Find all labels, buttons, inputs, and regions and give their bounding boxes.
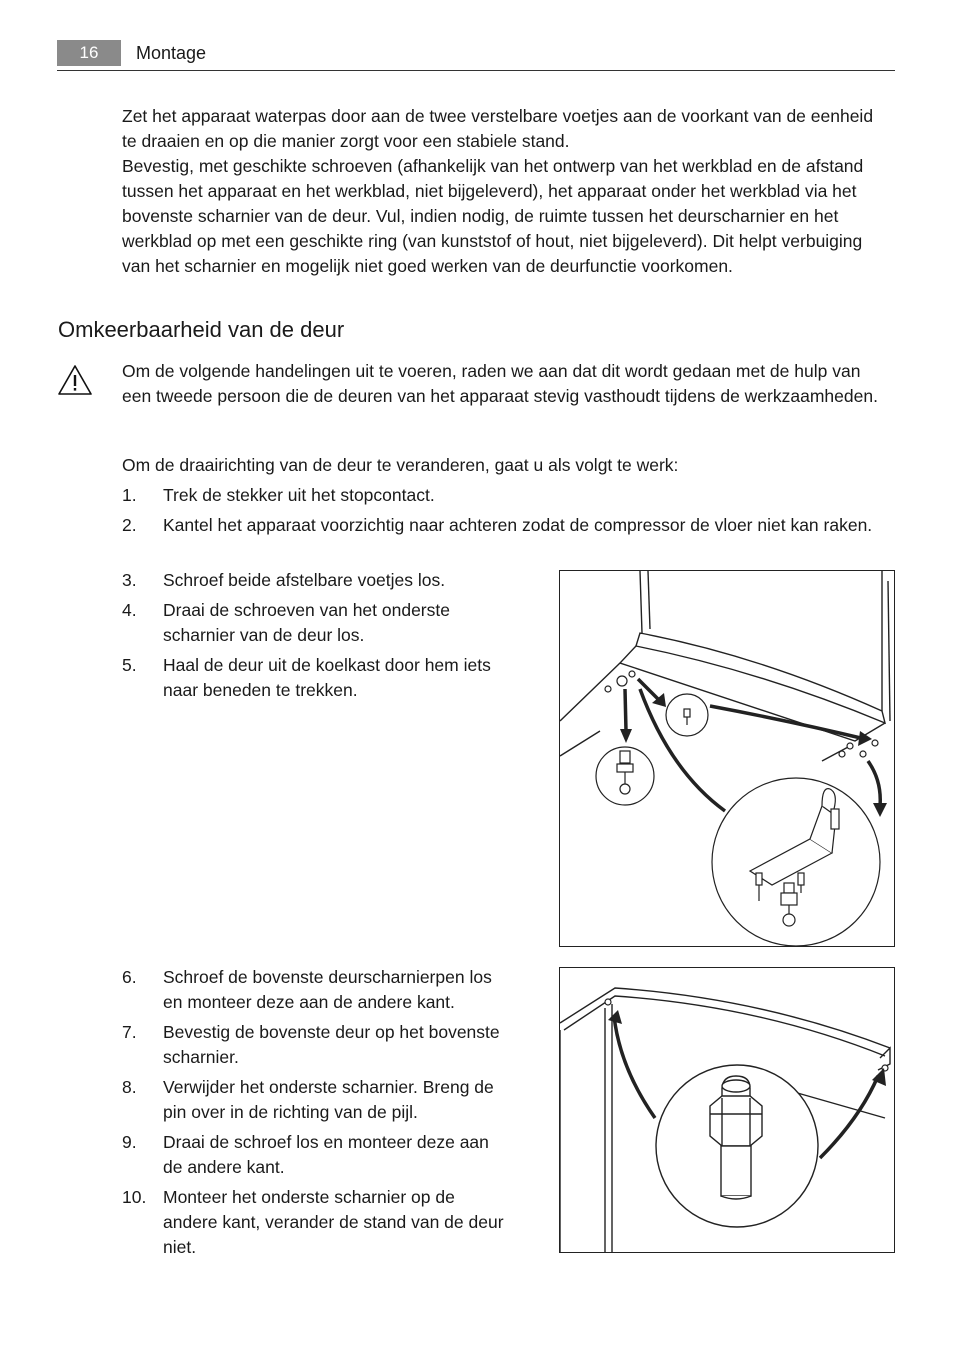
step-number: 6. bbox=[122, 967, 137, 987]
step-number: 7. bbox=[122, 1022, 137, 1042]
list-item bbox=[122, 1020, 512, 1070]
list-item bbox=[122, 1185, 512, 1260]
lower-hinge-drawing bbox=[560, 571, 894, 946]
list-item bbox=[122, 483, 892, 508]
step-text: Bevestig de bovenste deur op het bovenste scharnier. bbox=[163, 1022, 500, 1067]
lower-hinge-illustration bbox=[559, 570, 895, 947]
warning-text: Om de volgende handelingen uit te voeren, raden we aan dat dit wordt gedaan met de hulp van een tweede persoon die de deuren van het apparaat stevig vasthoudt tijdens de werkzaamheden. bbox=[122, 361, 878, 406]
intro-text bbox=[122, 104, 892, 279]
instruction-intro: Om de draairichting van de deur te veranderen, gaat u als volgt te werk: bbox=[122, 455, 679, 475]
upper-hinge-pin-drawing bbox=[560, 968, 894, 1252]
step-text: Draai de schroef los en monteer deze aan de andere kant. bbox=[163, 1132, 489, 1177]
step-number: 4. bbox=[122, 600, 137, 620]
intro-paragraph-mounting: Bevestig, met geschikte schroeven (afhankelijk van het ontwerp van het werkblad en de afstand tussen het apparaat en het werkblad, niet bijgeleverd), het apparaat onder het werkblad via het bovenste scharnier van de deur. Vul, indien nodig, de ruimte tussen het deurscharnier en het werkblad op met een geschikte ring (van kunststof of hout, niet bijgeleverd). Dit helpt verbuiging van het scharnier en mogelijk niet goed werken van de deurfunctie voorkomen. bbox=[122, 156, 864, 276]
list-item bbox=[122, 568, 492, 593]
list-item bbox=[122, 965, 512, 1015]
step-text: Schroef beide afstelbare voetjes los. bbox=[163, 570, 446, 590]
section-heading: Omkeerbaarheid van de deur bbox=[58, 317, 345, 342]
list-item bbox=[122, 1075, 512, 1125]
list-item bbox=[122, 1130, 512, 1180]
intro-paragraph-leveling: Zet het apparaat waterpas door aan de twee verstelbare voetjes aan de voorkant van de eenheid te draaien en op die manier zorgt voor een stabiele stand. bbox=[122, 106, 874, 151]
list-item bbox=[122, 653, 492, 703]
step-number: 9. bbox=[122, 1132, 137, 1152]
list-item bbox=[122, 513, 892, 538]
steps-list-a bbox=[122, 483, 892, 543]
step-number: 8. bbox=[122, 1077, 137, 1097]
step-number: 2. bbox=[122, 515, 137, 535]
steps-list-c bbox=[122, 965, 512, 1265]
step-text: Draai de schroeven van het onderste scharnier van de deur los. bbox=[163, 600, 450, 645]
step-text: Kantel het apparaat voorzichtig naar achteren zodat de compressor de vloer niet kan raken. bbox=[163, 515, 873, 535]
page-number: 16 bbox=[57, 40, 121, 66]
step-number: 5. bbox=[122, 655, 137, 675]
step-number: 1. bbox=[122, 485, 137, 505]
list-item bbox=[122, 598, 492, 648]
step-number: 3. bbox=[122, 570, 137, 590]
step-text: Verwijder het onderste scharnier. Breng de pin over in de richting van de pijl. bbox=[163, 1077, 494, 1122]
steps-list-b bbox=[122, 568, 492, 708]
warning-triangle-icon bbox=[57, 364, 93, 396]
step-number: 10. bbox=[122, 1187, 147, 1207]
step-text: Monteer het onderste scharnier op de andere kant, verander de stand van de deur niet. bbox=[163, 1187, 504, 1257]
step-text: Trek de stekker uit het stopcontact. bbox=[163, 485, 435, 505]
upper-hinge-pin-illustration bbox=[559, 967, 895, 1253]
header-divider bbox=[57, 70, 895, 71]
step-text: Haal de deur uit de koelkast door hem iets naar beneden te trekken. bbox=[163, 655, 491, 700]
section-label: Montage bbox=[136, 43, 207, 63]
step-text: Schroef de bovenste deurscharnierpen los en monteer deze aan de andere kant. bbox=[163, 967, 492, 1012]
